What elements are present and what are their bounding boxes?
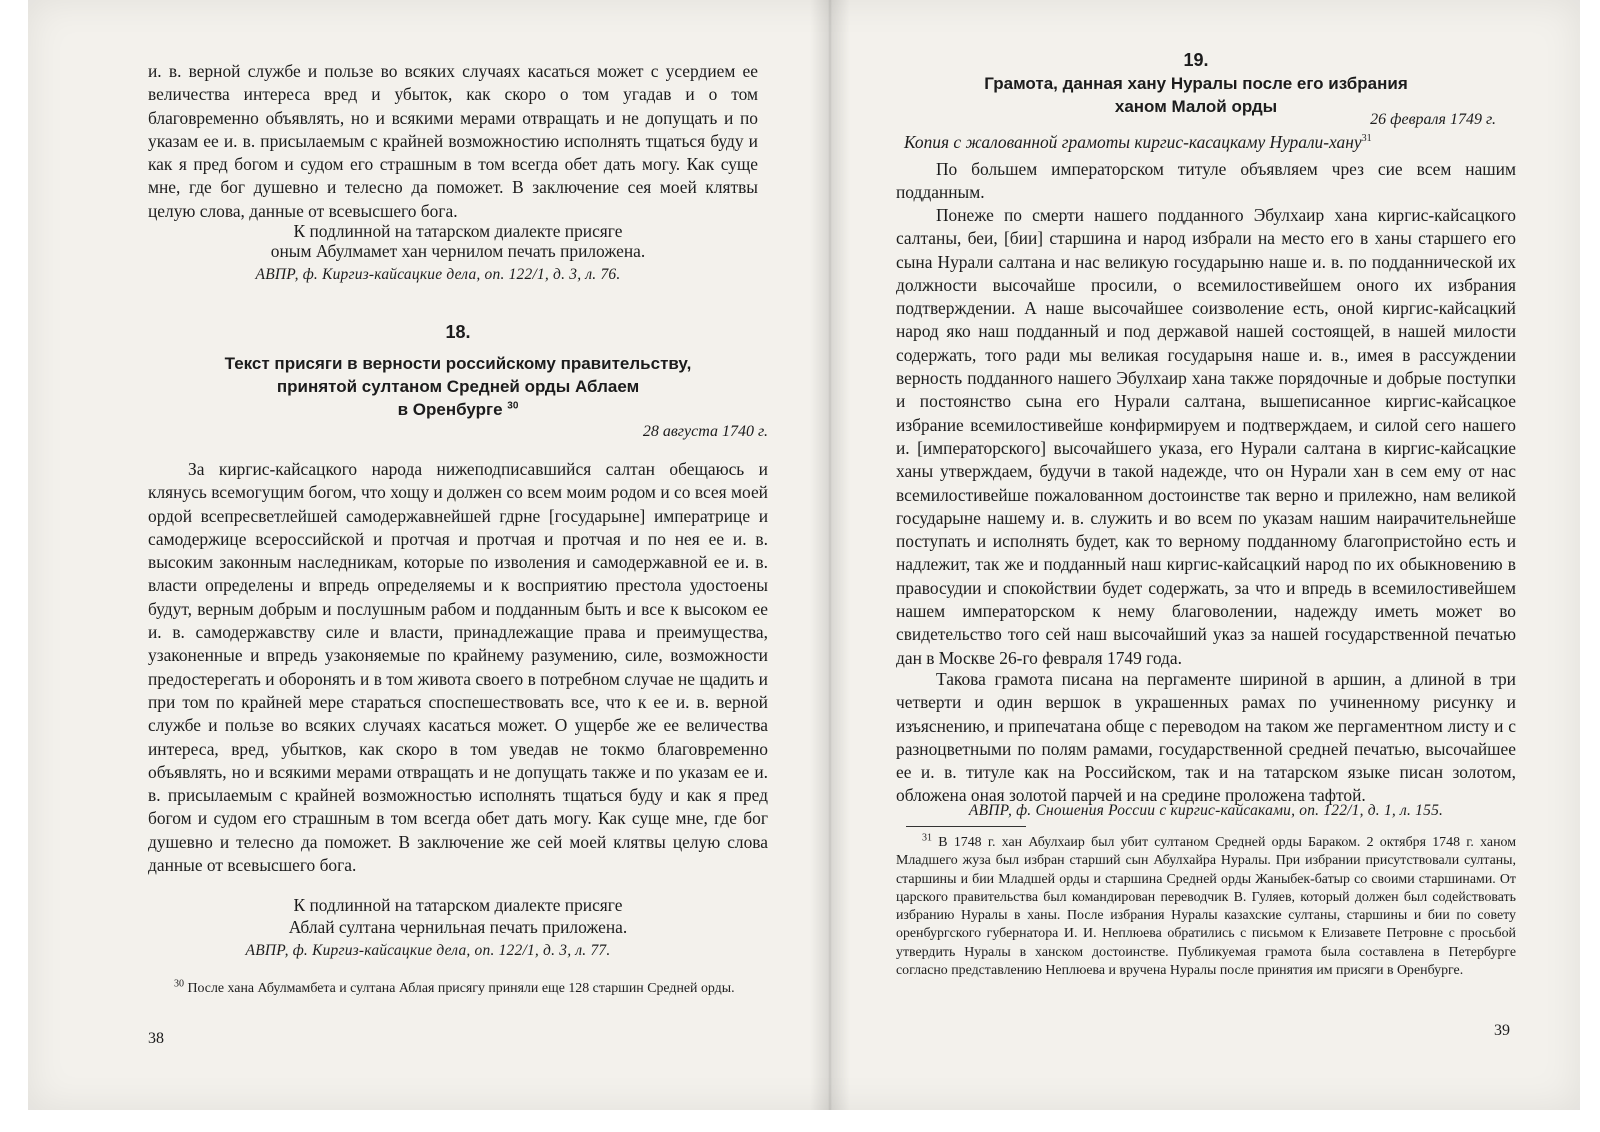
archive-source-3: АВПР, ф. Сношения России с киргис-кайсаками, оп. 122/1, д. 1, л. 155. bbox=[968, 802, 1444, 819]
page-number-right: 39 bbox=[1494, 1022, 1510, 1039]
right-page bbox=[896, 0, 1528, 1110]
footnote-ref-31[interactable]: 31 bbox=[1361, 133, 1372, 145]
copy-heading-text: Копия с жалованной грамоты киргис-касацкаму Нурали-хану bbox=[904, 132, 1362, 152]
page-number-left: 38 bbox=[148, 1030, 164, 1047]
doc-title-18-text: в Оренбурге bbox=[397, 400, 503, 419]
grant-para-3: Такова грамота писана на пергаменте шириной в аршин, а длиной в три четверти и один вершок в украшенных рамах по учиненному рисунку и изъяснению, и припечатана обще с переводом на таком же пергаментном листу и с разноцветными по полям рамами, государственной средней печатью, высочайшее ее и. в. титуле как на Российском, так и на татарском языке писан золотом, обложена оная золотой парчей и на средине проложена тафтой. bbox=[896, 669, 1516, 806]
footnote-mark-30: 30 bbox=[174, 978, 184, 990]
footnote-30 bbox=[148, 980, 768, 998]
archive-source-2: АВПР, ф. Киргиз-кайсацкие дела, оп. 122/1, д. 3, л. 77. bbox=[245, 942, 611, 959]
continuation-text: и. в. верной службе и пользе во всяких случаях касаться может с усердием ее величества интереса вред и убыток, как скоро о том угадав и о том благовременно объявлять, но и всякими мерами отвращать и не допущать и по указам ее и. в. присылаемым с крайней возможностию исполнять тщаться буду и как я пред богом и судом его страшным в том всегда обет дать могу. Как суще мне, где бог душевно и телесно да поможет. В заключение сея моей клятвы целую слова, данные от всевысшего бога. bbox=[148, 61, 758, 221]
doc-title-18-line-2: принятой султаном Средней орды Аблаем bbox=[276, 377, 640, 396]
seal-note-3: К подлинной на татарском диалекте присяге bbox=[293, 895, 623, 915]
doc-title-19-line-1: Грамота, данная хану Нуралы после его избрания bbox=[984, 74, 1408, 93]
doc-date-19: 26 февраля 1749 г. bbox=[1370, 111, 1496, 128]
seal-note-2: оным Абулмамет хан чернилом печать приложена. bbox=[270, 241, 646, 261]
grant-para-1: По большем императорском титуле объявляем чрез сие всем нашим подданным. bbox=[896, 159, 1516, 203]
seal-note-4: Аблай султана чернильная печать приложена. bbox=[288, 917, 628, 937]
book-spread bbox=[28, 0, 1580, 1110]
left-page bbox=[148, 0, 768, 1110]
footnote-ref-30[interactable]: 30 bbox=[507, 400, 519, 412]
doc-title-18-line-3 bbox=[148, 398, 768, 421]
footnote-rule bbox=[906, 826, 1026, 827]
doc-title-18-line-1: Текст присяги в верности российскому правительству, bbox=[224, 354, 692, 373]
footnote-30-text: После хана Абулмамбета и султана Аблая присягу приняли еще 128 старшин Средней орды. bbox=[187, 981, 735, 996]
doc-title-19-line-2: ханом Малой орды bbox=[1114, 97, 1278, 116]
book-gutter bbox=[810, 0, 850, 1110]
seal-note-1: К подлинной на татарском диалекте присяге bbox=[293, 221, 623, 241]
archive-source-1: АВПР, ф. Киргиз-кайсацкие дела, оп. 122/1, д. 3, л. 76. bbox=[255, 266, 621, 283]
footnote-mark-31: 31 bbox=[922, 832, 932, 844]
copy-heading bbox=[904, 130, 1504, 154]
footnote-31 bbox=[896, 834, 1516, 980]
oath-text: За киргис-кайсацкого народа нижеподписавшийся салтан обещаюсь и клянусь всемогущим богом, что хощу и должен со всем моим родом и со всея моей ордой всепресветлейшей самодержавнейшей гдрне [государыне] императрице и самодержице всероссийской и протчая и протчая и протчая и по нея ее и. в. высоким законным наследникам, которые по изволения и самодержавной ее и. в. власти определены и впредь определяемы и к восприятию престола удостоены будут, верным добрым и послушным рабом и подданным быть и все к высоком ее и. в. самодержавству силе и власти, принадлежащие права и преимущества, узаконенные и впредь узаконяемые по крайнему разумению, силе, возможности предостерегать и оборонять и в том живота своего в потребном случае не щадить и при том по крайней мере стараться споспешествовать все, что к ее и. в. верной службе и пользе во всяких случаях касаться может. О ущербе же ее величества интереса, вред, убытков, как скоро в том уведав не токмо благовременно объявлять, но и всякими мерами отвращать и не допущать также и по указам ее и. в. присылаемым с крайней возможностью исполнять тщаться буду и как я пред богом и судом его страшным в том всегда обет дать могу. Как суще мне, где бог душевно и телесно да поможет. В заключение же сей моей клятвы целую слова данные от всевысшего бога. bbox=[148, 459, 768, 876]
doc-number-19: 19. bbox=[1183, 50, 1209, 70]
footnote-31-text: В 1748 г. хан Абулхаир был убит султаном Средней орды Бараком. 2 октября 1748 г. ханом Младшего жуза был избран старший сын Абулхайра Нуралы. При избрании присутствовали султаны, старшины и бии Младшей орды и старшина Средней орды Жаныбек-батыр со своими старшинами. От царского правительства был командирован переводчик В. Гуляев, который должен был содействовать избранию Нуралы в ханы. После избрания Нуралы казахские султаны, старшины и бии по совету оренбургского губернатора И. И. Неплюева обратились с письмом к Елизавете Петровне с просьбой утвердить Нуралы в ханском достоинстве. Публикуемая грамота была составлена в Петербурге согласно представлению Неплюева и вручена Нуралы после принятия им присяги в Оренбурге. bbox=[896, 835, 1516, 979]
grant-para-2: Понеже по смерти нашего подданного Эбулхаир хана киргис-кайсацкого салтаны, беи, [бии] старшина и народ избрали на место его в ханы старшего его сына Нурали салтана и нас великую государыню наше и. в. по подданнической их должности высочайше просили, о всемилостивейшем оного их избрания подтверждении. А наше высочайшее соизволение есть, оной киргис-кайсацкий народ яко наш подданный и под державой нашей состоящей, в нашей милости содержать, того ради мы великая государыня наше и. в., имея в рассуждении верность подданного нашего Эбулхаир хана также порядочные и добрые поступки и постоянство сына его Нурали салтана, вышеписанное киргис-кайсацкое избрание всемилостивейше конфирмируем и подтверждаем, и силой сего нашего и. [императорского] высочайшего указа, его Нурали салтана в киргис-кайсацкие ханы утверждаем, будучи в такой надежде, что он Нурали хан в сем ему от нас всемилостивейше пожалованном достоинстве так верно и прилежно, нам великой государыне нашему и. в. служить и во всем по указам нашим наирачительнейше поступать и исполнять будет, как то верному подданному благопристойно есть и надлежит, так же и подданный наш киргис-кайсацкий народ по их обыкновению в правосудии и спокойствии будет содержать, за что и впредь в всемилостивейшем нашем императорском к нему благоволении, надежду иметь может во свидетельство того сей наш высочайший указ за нашей государственной печатью дан в Москве 26-го февраля 1749 года. bbox=[896, 205, 1516, 668]
doc-number-18: 18. bbox=[445, 322, 471, 342]
doc-date-18: 28 августа 1740 г. bbox=[642, 423, 768, 440]
